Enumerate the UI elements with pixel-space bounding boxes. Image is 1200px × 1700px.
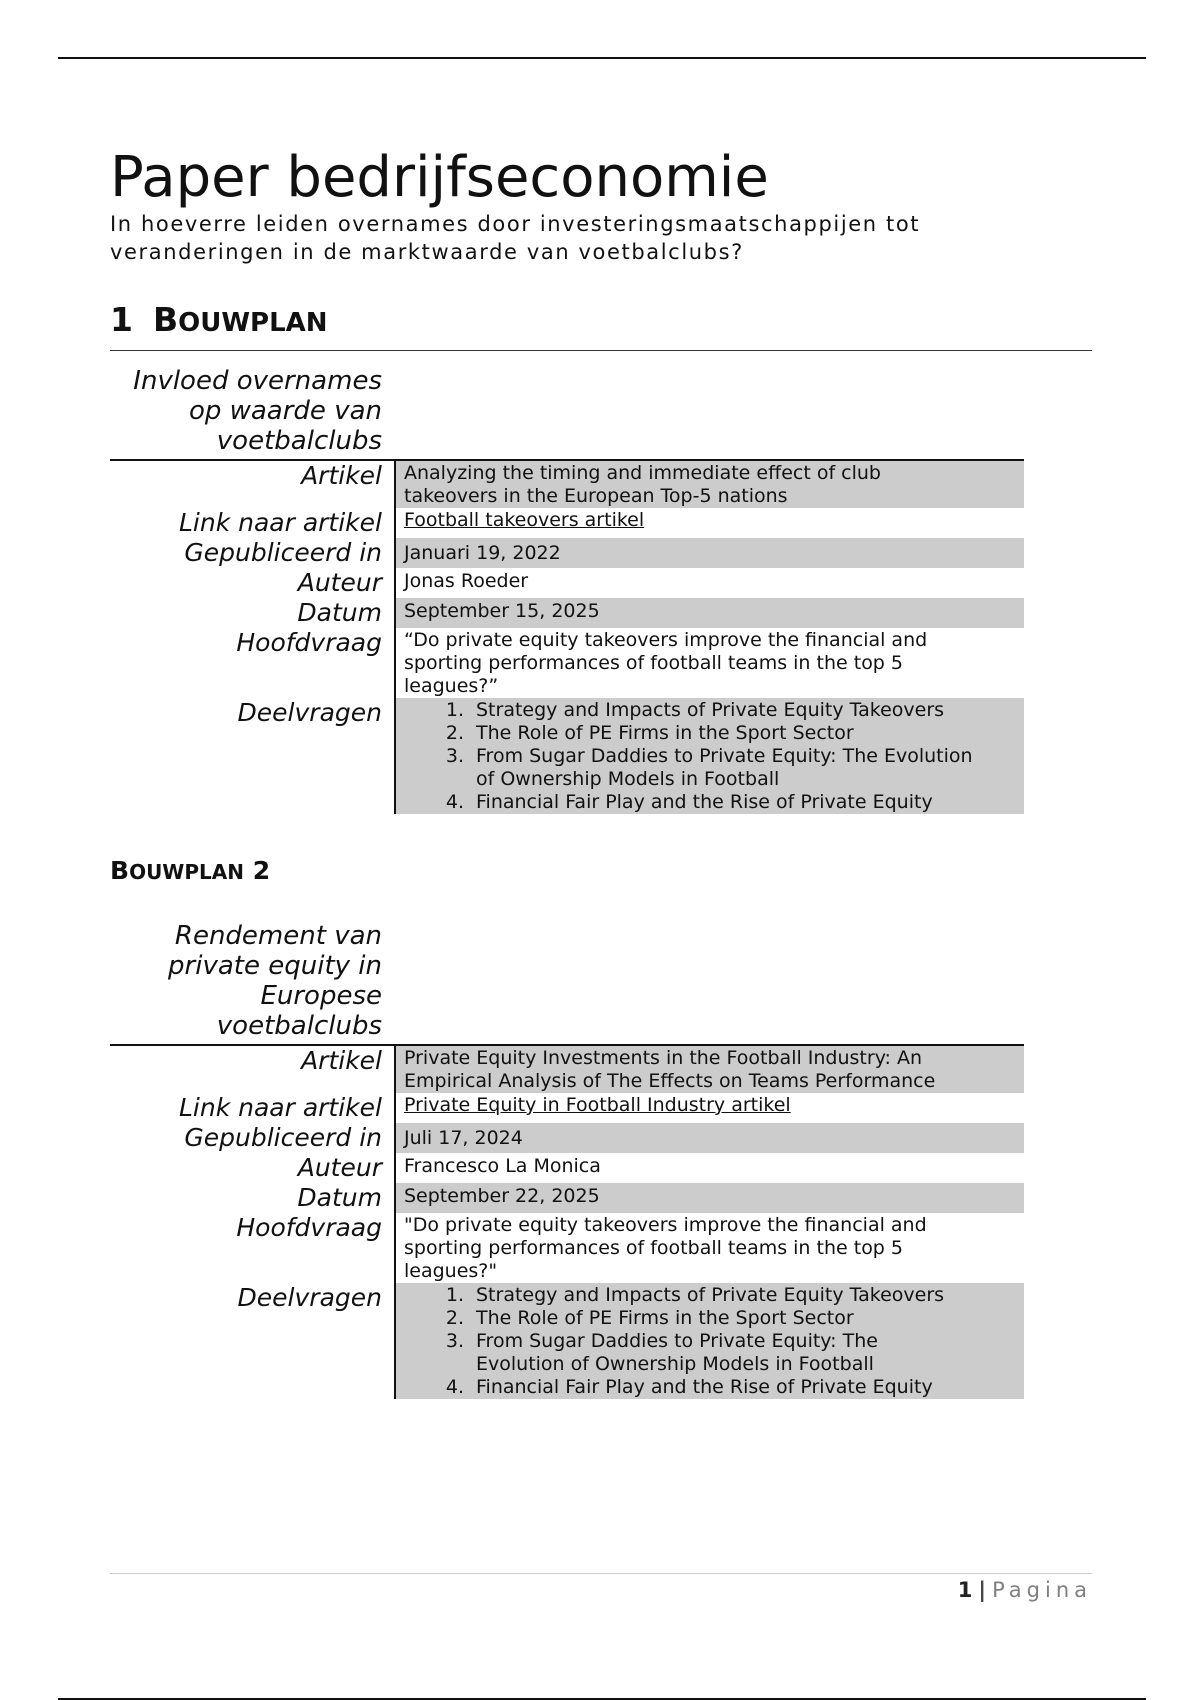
row-auteur <box>110 568 1024 598</box>
subtitle-line: In hoeverre leiden overnames door investeringsmaatschappijen tot <box>110 212 921 236</box>
row-datum <box>110 1183 1024 1213</box>
value-auteur: Francesco La Monica <box>394 1153 1024 1183</box>
label-link: Link naar artikel <box>178 1093 382 1122</box>
row-artikel <box>110 461 1024 508</box>
item-number: 2. <box>445 1307 464 1329</box>
value-artikel <box>394 461 1024 508</box>
page-word: Pagina <box>992 1578 1092 1602</box>
row-datum <box>110 598 1024 628</box>
hoofdvraag-line: "Do private equity takeovers improve the financial and <box>404 1214 927 1236</box>
list-item <box>404 1330 1018 1376</box>
label-artikel: Artikel <box>301 1046 382 1075</box>
document-subtitle <box>110 210 1010 266</box>
topic-line: private equity in <box>168 951 382 981</box>
value-gepubliceerd: Juli 17, 2024 <box>394 1123 1024 1153</box>
item-number: 4. <box>445 1376 464 1398</box>
bouwplan-table <box>110 1044 1024 1399</box>
article-link[interactable]: Football takeovers artikel <box>404 509 645 531</box>
item-text <box>476 1330 1018 1376</box>
row-link <box>110 508 1024 538</box>
row-deelvragen <box>110 1283 1024 1399</box>
value-datum: September 22, 2025 <box>394 1183 1024 1213</box>
list-item <box>404 722 1018 745</box>
footer-separator: | <box>978 1578 987 1602</box>
hoofdvraag-line: leagues?” <box>404 675 499 697</box>
hoofdvraag-line: sporting performances of football teams in the top 5 <box>404 652 904 674</box>
item-text-line: From Sugar Daddies to Private Equity: The <box>476 1330 878 1352</box>
value-hoofdvraag <box>394 628 1024 698</box>
list-item <box>404 699 1018 722</box>
article-link[interactable]: Private Equity in Football Industry artikel <box>404 1094 791 1116</box>
label-hoofdvraag: Hoofdvraag <box>236 1213 382 1242</box>
heading-rest: OUWPLAN <box>129 860 244 884</box>
topic-line: Europese <box>260 981 382 1011</box>
item-text: Strategy and Impacts of Private Equity Takeovers <box>476 699 945 721</box>
value-artikel <box>394 1046 1024 1093</box>
deelvragen-list <box>404 699 1018 814</box>
artikel-line: takeovers in the European Top-5 nations <box>404 485 788 507</box>
value-deelvragen <box>394 698 1024 814</box>
item-text: Financial Fair Play and the Rise of Private Equity <box>476 791 933 813</box>
topic-line: Invloed overnames <box>133 366 382 396</box>
row-hoofdvraag <box>110 1213 1024 1283</box>
row-artikel <box>110 1046 1024 1093</box>
document-title: Paper bedrijfseconomie <box>110 145 769 210</box>
item-number: 3. <box>445 745 464 767</box>
list-item <box>404 1284 1018 1307</box>
bouwplan-1 <box>110 366 1024 814</box>
item-text <box>476 745 1018 791</box>
hoofdvraag-line: “Do private equity takeovers improve the financial and <box>404 629 928 651</box>
label-link: Link naar artikel <box>178 508 382 537</box>
list-item <box>404 745 1018 791</box>
deelvragen-list <box>404 1284 1018 1399</box>
topic-line: voetbalclubs <box>216 1011 382 1041</box>
header-rule <box>58 57 1146 59</box>
label-deelvragen: Deelvragen <box>237 698 382 727</box>
item-text: The Role of PE Firms in the Sport Sector <box>476 1307 854 1329</box>
bouwplan-topic <box>110 921 382 1044</box>
item-text-line: of Ownership Models in Football <box>476 768 780 790</box>
heading-initial: B <box>110 856 130 885</box>
bouwplan-table <box>110 459 1024 814</box>
list-item <box>404 1307 1018 1330</box>
topic-line: Rendement van <box>174 921 382 951</box>
section-heading-bouwplan-2 <box>110 856 270 885</box>
heading-suffix: 2 <box>243 856 271 885</box>
topic-line: voetbalclubs <box>216 426 382 456</box>
item-text: Financial Fair Play and the Rise of Private Equity <box>476 1376 933 1398</box>
hoofdvraag-line: sporting performances of football teams in the top 5 <box>404 1237 904 1259</box>
label-auteur: Auteur <box>297 1153 382 1182</box>
page-number: 1 <box>957 1578 973 1602</box>
item-text-line: From Sugar Daddies to Private Equity: The Evolution <box>476 745 973 767</box>
label-deelvragen: Deelvragen <box>237 1283 382 1312</box>
section-heading-bouwplan <box>110 300 1092 351</box>
value-deelvragen <box>394 1283 1024 1399</box>
row-auteur <box>110 1153 1024 1183</box>
bouwplan-2 <box>110 921 1024 1399</box>
row-gepubliceerd <box>110 538 1024 568</box>
item-number: 1. <box>445 699 464 721</box>
artikel-line: Empirical Analysis of The Effects on Teams Performance <box>404 1070 936 1092</box>
label-datum: Datum <box>297 598 382 627</box>
subtitle-line: veranderingen in de marktwaarde van voetbalclubs? <box>110 240 744 264</box>
artikel-line: Analyzing the timing and immediate effect of club <box>404 462 881 484</box>
value-hoofdvraag <box>394 1213 1024 1283</box>
page-footer <box>958 1578 1092 1602</box>
item-text: The Role of PE Firms in the Sport Sector <box>476 722 854 744</box>
heading-rest: OUWPLAN <box>178 308 328 338</box>
value-link <box>394 508 1024 538</box>
heading-initial: B <box>152 300 179 339</box>
row-link <box>110 1093 1024 1123</box>
row-deelvragen <box>110 698 1024 814</box>
value-link <box>394 1093 1024 1123</box>
hoofdvraag-line: leagues?" <box>404 1260 498 1282</box>
item-number: 3. <box>445 1330 464 1352</box>
item-number: 2. <box>445 722 464 744</box>
footer-rule <box>110 1573 1092 1574</box>
item-number: 1. <box>445 1284 464 1306</box>
label-auteur: Auteur <box>297 568 382 597</box>
item-text-line: Evolution of Ownership Models in Football <box>476 1353 874 1375</box>
bouwplan-topic <box>110 366 382 459</box>
label-datum: Datum <box>297 1183 382 1212</box>
section-number: 1 <box>110 300 133 339</box>
value-datum: September 15, 2025 <box>394 598 1024 628</box>
value-gepubliceerd: Januari 19, 2022 <box>394 538 1024 568</box>
list-item <box>404 1376 1018 1399</box>
label-gepubliceerd: Gepubliceerd in <box>184 1123 382 1152</box>
value-auteur: Jonas Roeder <box>394 568 1024 598</box>
item-text: Strategy and Impacts of Private Equity Takeovers <box>476 1284 945 1306</box>
label-hoofdvraag: Hoofdvraag <box>236 628 382 657</box>
topic-line: op waarde van <box>188 396 382 426</box>
list-item <box>404 791 1018 814</box>
item-number: 4. <box>445 791 464 813</box>
row-gepubliceerd <box>110 1123 1024 1153</box>
label-gepubliceerd: Gepubliceerd in <box>184 538 382 567</box>
row-hoofdvraag <box>110 628 1024 698</box>
label-artikel: Artikel <box>301 461 382 490</box>
artikel-line: Private Equity Investments in the Football Industry: An <box>404 1047 923 1069</box>
